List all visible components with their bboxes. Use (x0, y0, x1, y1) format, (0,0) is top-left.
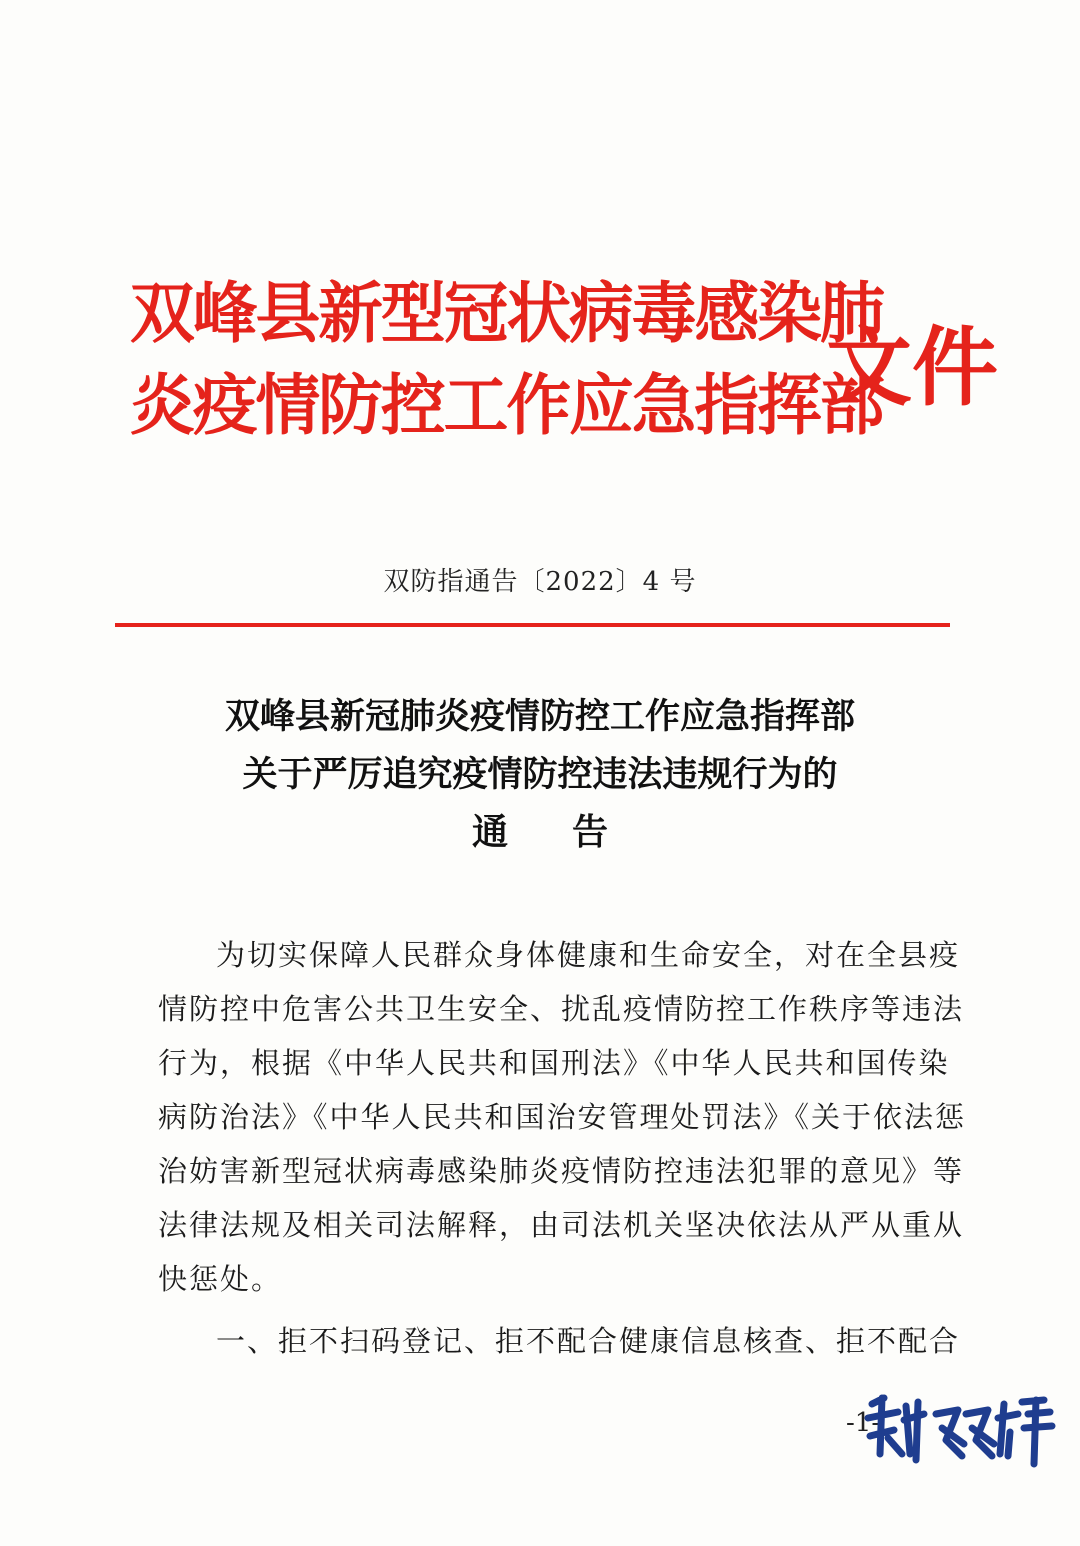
page-number: -1- (846, 1408, 881, 1438)
notice-title (0, 688, 1080, 862)
paragraph-2 (158, 1314, 961, 1368)
body-line: 一、拒不扫码登记、拒不配合健康信息核查、拒不配合 (216, 1324, 961, 1358)
header-suffix: 文件 (826, 318, 998, 418)
header-line-1: 双峰县新型冠状病毒感染肺 (130, 275, 883, 352)
body-line: 治妨害新型冠状病毒感染肺炎疫情防控违法犯罪的意见》等 (158, 1154, 965, 1188)
document-body (158, 928, 967, 1368)
title-line-2: 关于严厉追究疫情防控违法违规行为的 (242, 755, 838, 795)
title-line-1: 双峰县新冠肺炎疫情防控工作应急指挥部 (224, 697, 855, 737)
header-line-2: 炎疫情防控工作应急指挥部 (130, 367, 883, 444)
header-organization-name (130, 268, 883, 452)
red-divider-line (115, 623, 950, 627)
title-line-3: 通告 (471, 812, 672, 853)
body-line: 法律法规及相关司法解释，由司法机关坚决依法从严从重从 (158, 1208, 965, 1242)
body-line: 行为，根据《中华人民共和国刑法》《中华人民共和国传染 (158, 1046, 950, 1080)
document-number: 双防指通告〔2022〕4 号 (383, 567, 697, 597)
body-line: 快惩处。 (158, 1262, 283, 1296)
red-header (130, 268, 998, 478)
paragraph-1 (158, 928, 967, 1306)
body-line: 情防控中危害公共卫生安全、扰乱疫情防控工作秩序等违法 (158, 992, 965, 1026)
xinshuangfeng-logo (858, 1384, 1058, 1474)
body-line: 为切实保障人民群众身体健康和生命安全，对在全县疫 (216, 938, 961, 972)
body-line: 病防治法》《中华人民共和国治安管理处罚法》《关于依法惩 (158, 1100, 967, 1134)
